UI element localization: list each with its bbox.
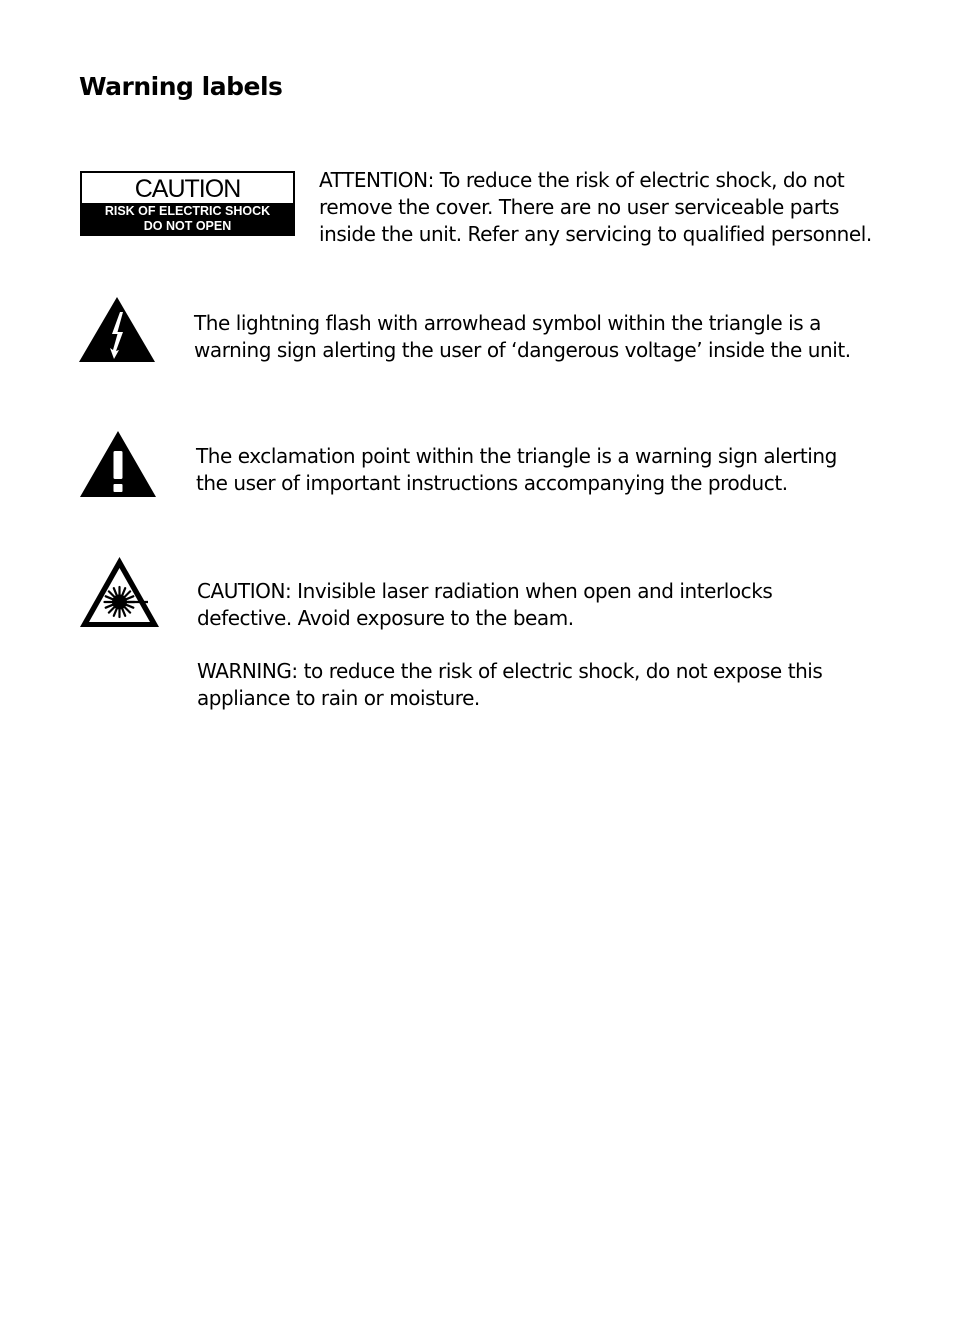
- caution-label-heading: CAUTION: [134, 175, 241, 203]
- exclamation-text: [196, 443, 837, 497]
- caution-label-line1: RISK OF ELECTRIC SHOCK: [104, 204, 271, 218]
- lightning-triangle-icon: [79, 297, 155, 362]
- caution-label: [80, 171, 295, 236]
- laser-caution-text: [197, 578, 772, 632]
- exclamation-line: the user of important instructions accompanying the product.: [196, 471, 788, 495]
- laser-caution-line: CAUTION: Invisible laser radiation when open and interlocks: [197, 579, 773, 603]
- attention-line: remove the cover. There are no user serviceable parts: [319, 195, 839, 219]
- lightning-text: [194, 310, 851, 364]
- laser-warning-icon: [79, 556, 160, 628]
- lightning-line: warning sign alerting the user of ‘dangerous voltage’ inside the unit.: [194, 338, 851, 362]
- attention-line: inside the unit. Refer any servicing to qualified personnel.: [319, 222, 872, 246]
- lightning-line: The lightning flash with arrowhead symbol within the triangle is a: [194, 311, 821, 335]
- laser-warning-text: [197, 658, 822, 712]
- page-title: Warning labels: [79, 72, 283, 101]
- caution-label-line2: DO NOT OPEN: [143, 219, 232, 233]
- attention-text: [319, 167, 872, 248]
- caution-label-band: [82, 203, 293, 234]
- exclamation-triangle-icon: [80, 431, 156, 497]
- laser-warning-line: appliance to rain or moisture.: [197, 686, 480, 710]
- laser-warning-line: WARNING: to reduce the risk of electric shock, do not expose this: [197, 659, 823, 683]
- attention-line: ATTENTION: To reduce the risk of electric shock, do not: [319, 168, 845, 192]
- laser-caution-line: defective. Avoid exposure to the beam.: [197, 606, 574, 630]
- exclamation-line: The exclamation point within the triangle is a warning sign alerting: [196, 444, 837, 468]
